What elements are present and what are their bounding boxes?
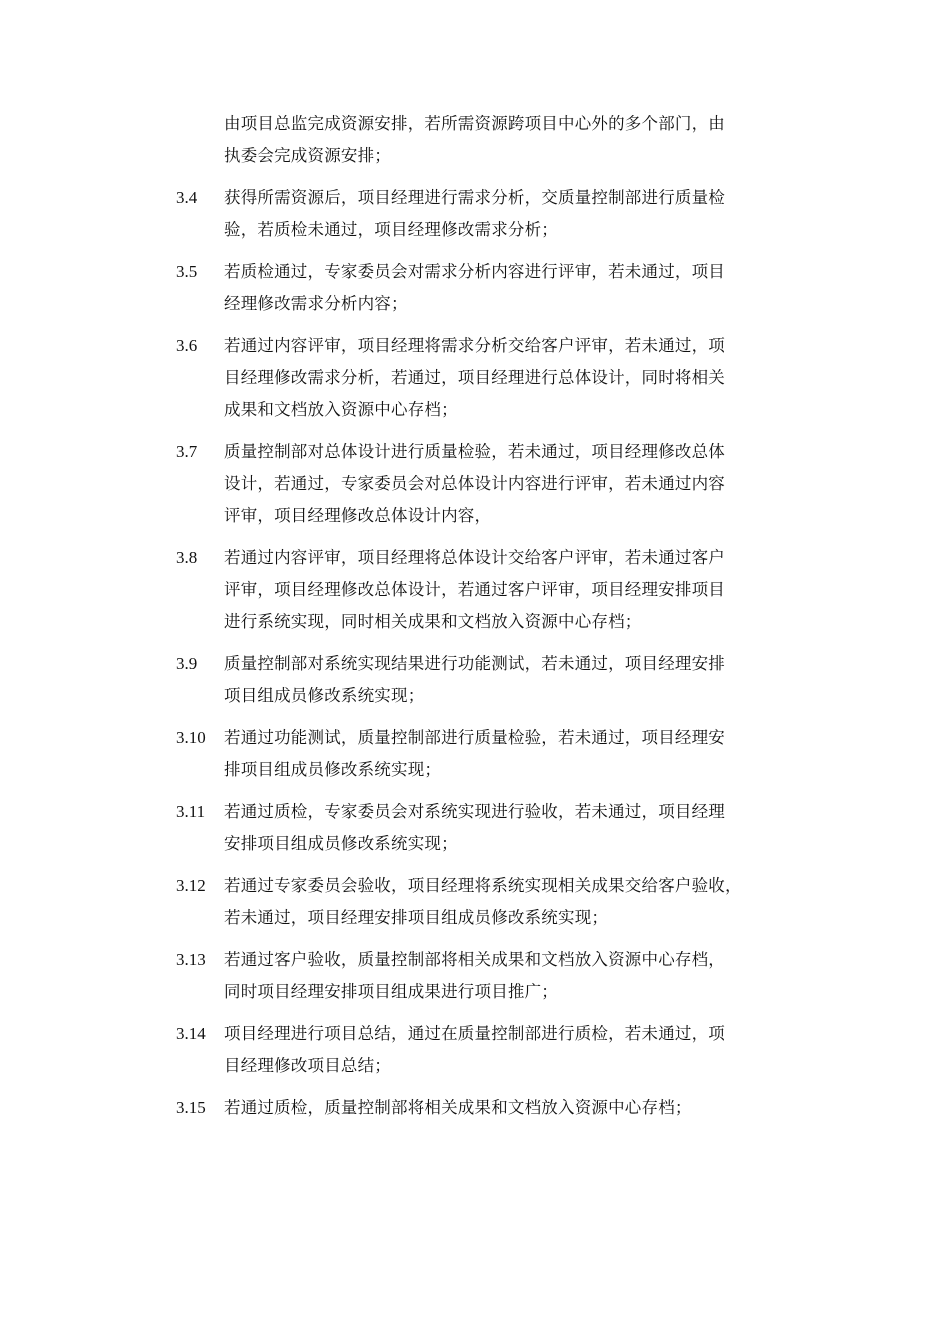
- list-item: [176, 1018, 816, 1082]
- text-line: 若通过功能测试，质量控制部进行质量检验，若未通过，项目经理安: [224, 728, 725, 747]
- item-text: [224, 256, 816, 320]
- item-text: [224, 648, 816, 712]
- list-item: [176, 542, 816, 638]
- item-text: [224, 108, 816, 172]
- procedure-list: [176, 108, 816, 1134]
- list-item: [176, 796, 816, 860]
- text-line: 项目组成员修改系统实现；: [224, 686, 425, 705]
- item-text: [224, 182, 816, 246]
- item-number: 3.13: [176, 950, 206, 969]
- text-line: 质量控制部对总体设计进行质量检验，若未通过，项目经理修改总体: [224, 442, 725, 461]
- item-text: [224, 722, 816, 786]
- list-item: [176, 1092, 816, 1124]
- list-item: [176, 108, 816, 172]
- item-number: 3.14: [176, 1024, 206, 1043]
- item-number: 3.7: [176, 442, 198, 461]
- text-line: 若未通过，项目经理安排项目组成员修改系统实现；: [224, 908, 609, 927]
- item-text: [224, 944, 816, 1008]
- text-line: 同时项目经理安排项目组成果进行项目推广；: [224, 982, 558, 1001]
- item-number: 3.5: [176, 262, 198, 281]
- text-line: 目经理修改项目总结；: [224, 1056, 391, 1075]
- text-line: 安排项目组成员修改系统实现；: [224, 834, 458, 853]
- item-number: 3.9: [176, 654, 198, 673]
- item-number: 3.10: [176, 728, 206, 747]
- text-line: 设计，若通过，专家委员会对总体设计内容进行评审，若未通过内容: [224, 474, 725, 493]
- list-item: [176, 944, 816, 1008]
- text-line: 若通过内容评审，项目经理将需求分析交给客户评审，若未通过，项: [224, 336, 725, 355]
- list-item: [176, 256, 816, 320]
- text-line: 若通过客户验收，质量控制部将相关成果和文档放入资源中心存档，: [224, 950, 725, 969]
- text-line: 若通过专家委员会验收，项目经理将系统实现相关成果交给客户验收，: [224, 876, 742, 895]
- text-line: 获得所需资源后，项目经理进行需求分析，交质量控制部进行质量检: [224, 188, 725, 207]
- item-text: [224, 1018, 816, 1082]
- list-item: [176, 722, 816, 786]
- text-line: 目经理修改需求分析，若通过，项目经理进行总体设计，同时将相关: [224, 368, 725, 387]
- text-line: 经理修改需求分析内容；: [224, 294, 408, 313]
- list-item: [176, 182, 816, 246]
- text-line: 评审，项目经理修改总体设计，若通过客户评审，项目经理安排项目: [224, 580, 725, 599]
- text-line: 进行系统实现，同时相关成果和文档放入资源中心存档；: [224, 612, 642, 631]
- text-line: 质量控制部对系统实现结果进行功能测试，若未通过，项目经理安排: [224, 654, 725, 673]
- list-item: [176, 648, 816, 712]
- item-number: 3.8: [176, 548, 198, 567]
- item-number: 3.12: [176, 876, 206, 895]
- text-line: 执委会完成资源安排；: [224, 146, 391, 165]
- item-text: [224, 436, 816, 532]
- text-line: 验，若质检未通过，项目经理修改需求分析；: [224, 220, 558, 239]
- item-text: [224, 330, 816, 426]
- list-item: [176, 330, 816, 426]
- text-line: 若通过内容评审，项目经理将总体设计交给客户评审，若未通过客户: [224, 548, 725, 567]
- item-text: [224, 796, 816, 860]
- text-line: 若通过质检，专家委员会对系统实现进行验收，若未通过，项目经理: [224, 802, 725, 821]
- text-line: 若通过质检，质量控制部将相关成果和文档放入资源中心存档；: [224, 1098, 692, 1117]
- text-line: 由项目总监完成资源安排，若所需资源跨项目中心外的多个部门，由: [224, 114, 725, 133]
- list-item: [176, 870, 816, 934]
- text-line: 排项目组成员修改系统实现；: [224, 760, 442, 779]
- text-line: 评审，项目经理修改总体设计内容，: [224, 506, 492, 525]
- item-text: [224, 870, 816, 934]
- text-line: 项目经理进行项目总结，通过在质量控制部进行质检，若未通过，项: [224, 1024, 725, 1043]
- list-item: [176, 436, 816, 532]
- text-line: 若质检通过，专家委员会对需求分析内容进行评审，若未通过，项目: [224, 262, 725, 281]
- item-number: 3.4: [176, 188, 198, 207]
- item-text: [224, 542, 816, 638]
- item-number: 3.15: [176, 1098, 206, 1117]
- text-line: 成果和文档放入资源中心存档；: [224, 400, 458, 419]
- item-number: 3.11: [176, 802, 206, 821]
- item-text: [224, 1092, 816, 1124]
- item-number: 3.6: [176, 336, 198, 355]
